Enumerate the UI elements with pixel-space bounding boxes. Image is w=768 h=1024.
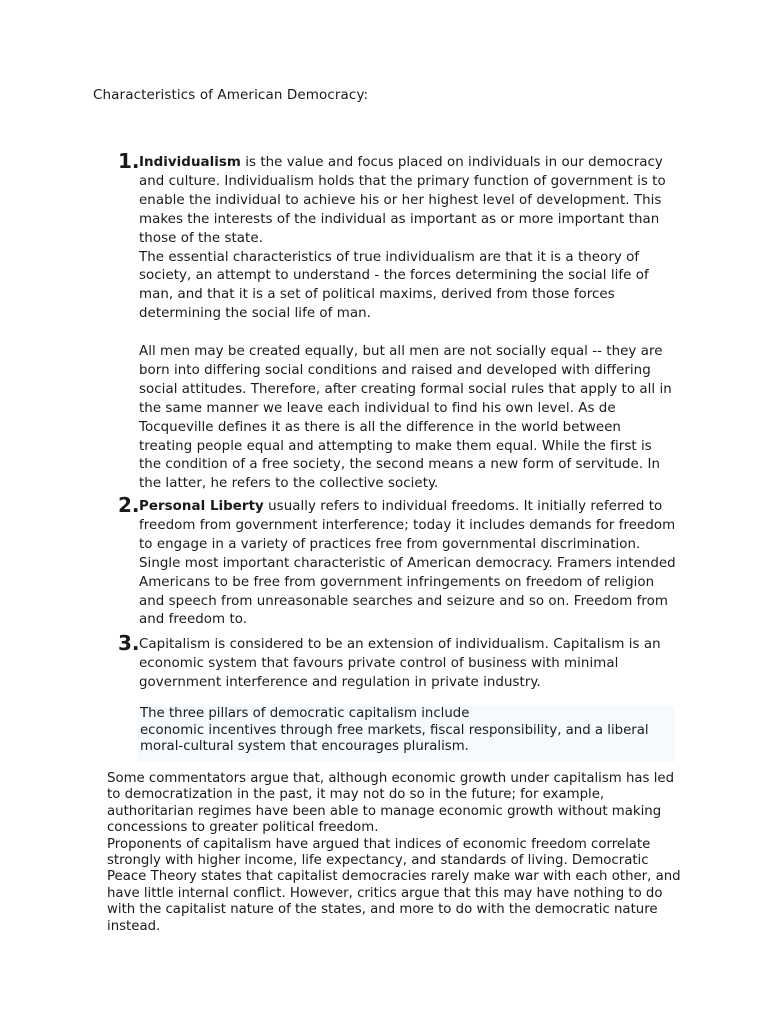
closing-paragraphs xyxy=(107,771,682,935)
pillars-block xyxy=(138,706,675,762)
paragraph-gap xyxy=(139,324,678,343)
list-item-body xyxy=(139,498,678,630)
list-number: 2. xyxy=(118,493,140,517)
list-item-body xyxy=(139,636,678,693)
list-item-body xyxy=(139,154,678,494)
list-item-individualism xyxy=(118,149,678,494)
closing-paragraph-1: Some commentators argue that, although economic growth under capitalism has led to democratization in the past, it may not do so in the future; for example, authoritarian regimes have been able to manage economic growth without making concessions to greater political freedom. xyxy=(107,771,675,836)
paragraph-text: usually refers to individual freedoms. It initially referred to freedom from government interference; today it includes demands for freedom to engage in a variety of practices free from governmental discrimination. Single most important characteristic of American democracy. Framers intended Americans to be free from government infringements on freedom of religion and speech from unreasonable searches and seizure and so on. Freedom from and freedom to. xyxy=(139,499,676,628)
list-item-personal-liberty xyxy=(118,493,678,630)
list-item-capitalism xyxy=(118,631,678,693)
paragraph xyxy=(139,154,678,249)
paragraph: The essential characteristics of true individualism are that it is a theory of society, an attempt to understand - the forces determining the social life of man, and that it is a set of political maxims, derived from those forces determining the social life of man. xyxy=(139,249,649,322)
list-number: 3. xyxy=(118,631,140,655)
paragraph: Capitalism is considered to be an extension of individualism. Capitalism is an economic system that favours private control of business with minimal government interference and regulation in private industry. xyxy=(139,637,661,690)
pillars-line-2: economic incentives through free markets, fiscal responsibility, and a liberal moral-cultural system that encourages pluralism. xyxy=(140,722,649,754)
list-number: 1. xyxy=(118,149,140,173)
term-bold: Personal Liberty xyxy=(139,499,264,514)
paragraph xyxy=(139,498,678,630)
document-title: Characteristics of American Democracy: xyxy=(93,87,369,103)
paragraph-text: is the value and focus placed on individuals in our democracy and culture. Individualism holds that the primary function of government is to enable the individual to achieve his or her highest level of development. This makes the interests of the individual as important as or more important than those of the state. xyxy=(139,155,666,246)
term-bold: Individualism xyxy=(139,155,241,170)
closing-paragraph-2: Proponents of capitalism have argued that indices of economic freedom correlate strongly with higher income, life expectancy, and standards of living. Democratic Peace Theory states that capitalist democracies rarely make war with each other, and have little internal conflict. However, critics argue that this may have nothing to do with the capitalist nature of the states, and more to do with the democratic nature instead. xyxy=(107,836,681,934)
paragraph: All men may be created equally, but all men are not socially equal -- they are born into differing social conditions and raised and developed with differing social attitudes. Therefore, after creating formal social rules that apply to all in the same manner we leave each individual to find his own level. As de Tocqueville defines it as there is all the difference in the world between treating people equal and attempting to make them equal. While the first is the condition of a free society, the second means a new form of servitude. In the latter, he refers to the collective society. xyxy=(139,344,672,492)
pillars-line-1: The three pillars of democratic capitalism include xyxy=(140,706,470,721)
